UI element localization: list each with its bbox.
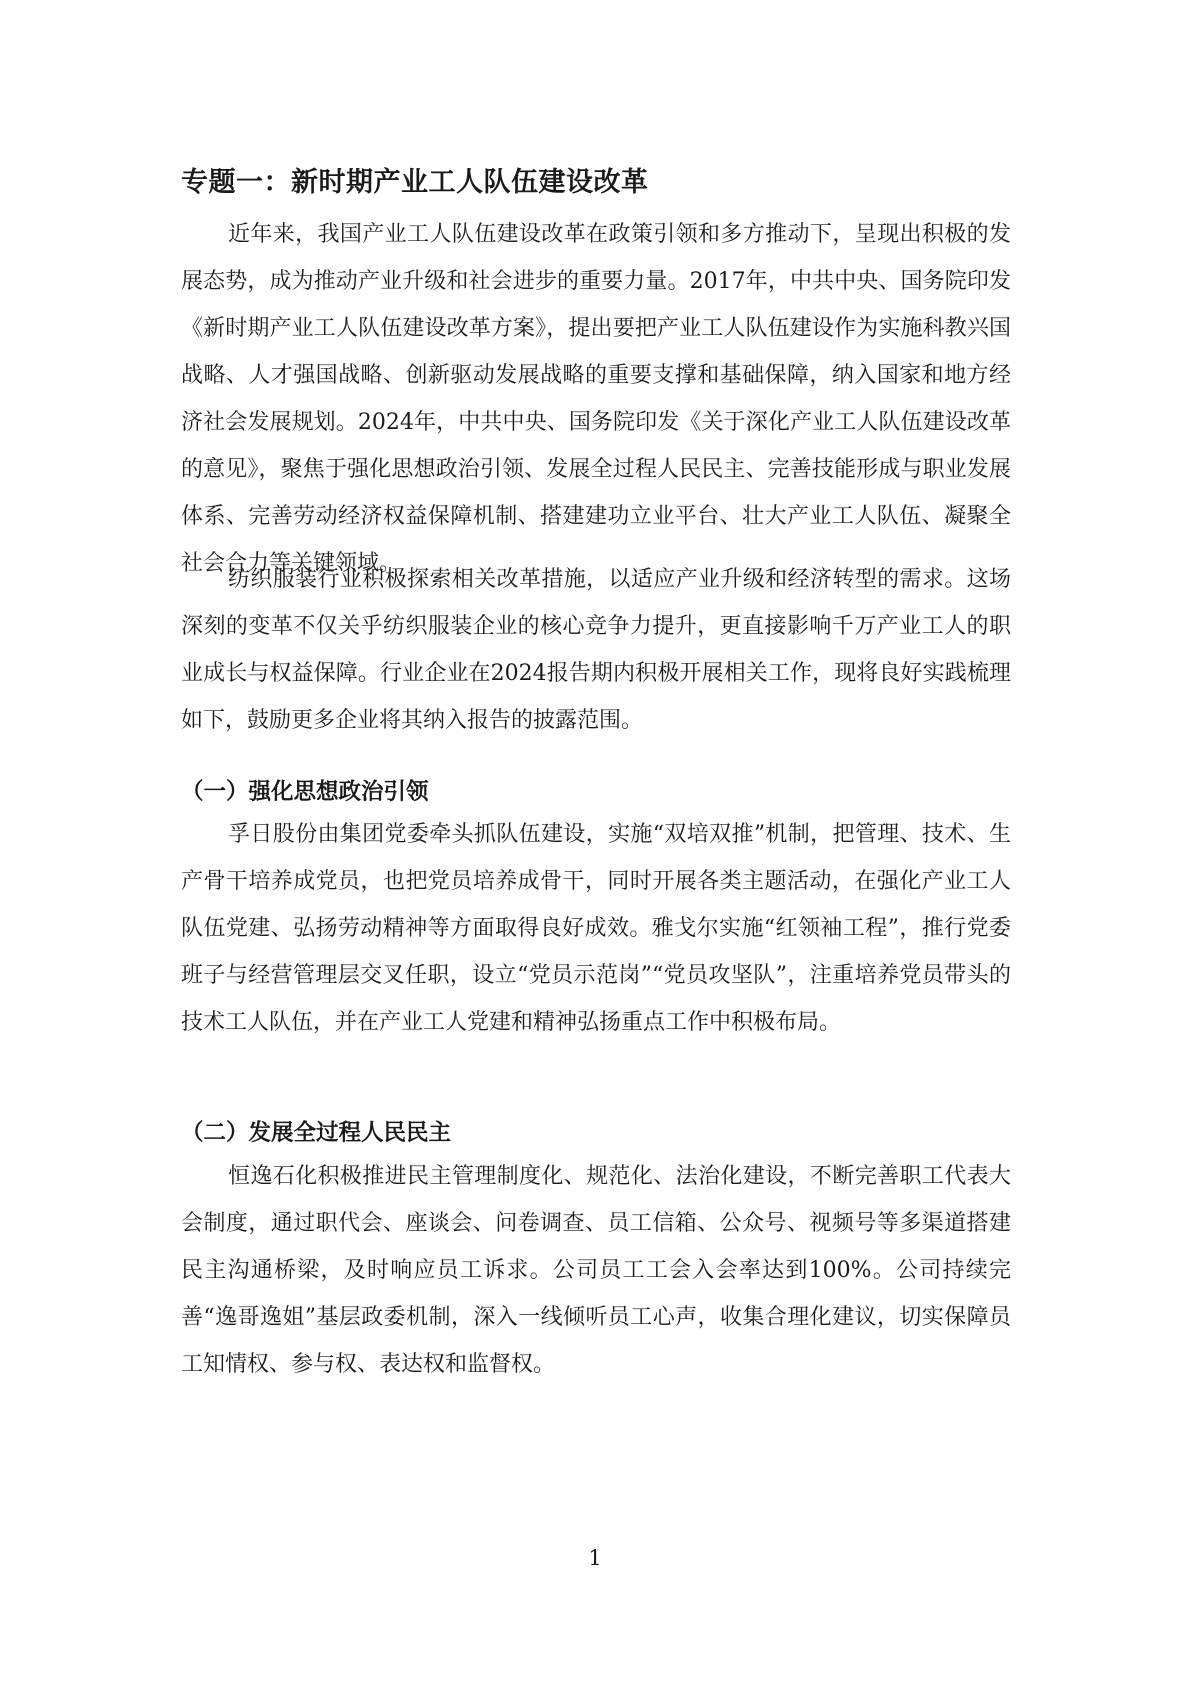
intro-paragraph-2: 纺织服装行业积极探索相关改革措施，以适应产业升级和经济转型的需求。这场深刻的变革不仅关乎纺织服装企业的核心竞争力提升，更直接影响千万产业工人的职业成长与权益保障。行业企业在2024报告期内积极开展相关工作，现将良好实践梳理如下，鼓励更多企业将其纳入报告的披露范围。 xyxy=(181,567,1011,733)
section-body-1: 孚日股份由集团党委牵头抓队伍建设，实施“双培双推”机制，把管理、技术、生产骨干培养成党员，也把党员培养成骨干，同时开展各类主题活动，在强化产业工人队伍党建、弘扬劳动精神等方面取得良好成效。雅戈尔实施“红领袖工程”，推行党委班子与经营管理层交叉任职，设立“党员示范岗”“党员攻坚队”，注重培养党员带头的技术工人队伍，并在产业工人党建和精神弘扬重点工作中积极布局。 xyxy=(181,822,1011,1035)
section-heading-2: （二）发展全过程人民民主 xyxy=(181,1120,452,1146)
page-number: 1 xyxy=(588,1546,602,1570)
section-body-2: 恒逸石化积极推进民主管理制度化、规范化、法治化建设，不断完善职工代表大会制度，通过职代会、座谈会、问卷调查、员工信箱、公众号、视频号等多渠道搭建民主沟通桥梁，及时响应员工诉求。公司员工工会入会率达到100%。公司持续完善“逸哥逸姐”基层政委机制，深入一线倾听员工心声，收集合理化建议，切实保障员工知情权、参与权、表达权和监督权。 xyxy=(181,1164,1011,1377)
document-title: 专题一：新时期产业工人队伍建设改革 xyxy=(181,167,649,198)
section-heading-1: （一）强化思想政治引领 xyxy=(181,779,429,805)
intro-paragraph-1: 近年来，我国产业工人队伍建设改革在政策引领和多方推动下，呈现出积极的发展态势，成为推动产业升级和社会进步的重要力量。2017年，中共中央、国务院印发《新时期产业工人队伍建设改革方案》，提出要把产业工人队伍建设作为实施科教兴国战略、人才强国战略、创新驱动发展战略的重要支撑和基础保障，纳入国家和地方经济社会发展规划。2024年，中共中央、国务院印发《关于深化产业工人队伍建设改革的意见》，聚焦于强化思想政治引领、发展全过程人民民主、完善技能形成与职业发展体系、完善劳动经济权益保障机制、搭建建功立业平台、壮大产业工人队伍、凝聚全社会合力等关键领域。 xyxy=(181,222,1011,576)
